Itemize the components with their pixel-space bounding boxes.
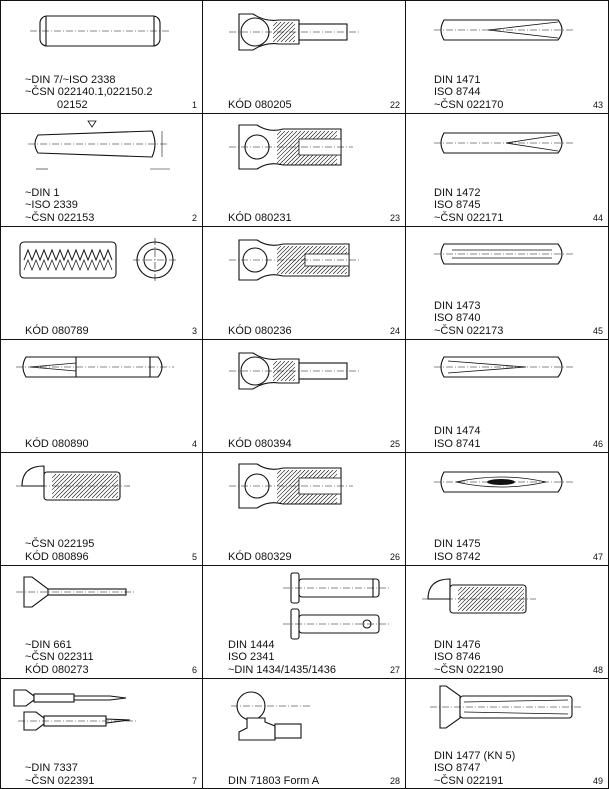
standard-code: ~ČSN 022170 [434, 98, 504, 111]
ball-joint-pin-icon [203, 339, 406, 452]
standard-code: ~ČSN 022171 [434, 211, 504, 224]
standard-code: ~ČSN 022311 [25, 651, 94, 663]
part-number: 6 [191, 665, 197, 675]
part-standards-label [25, 325, 89, 338]
standard-code: ~ČSN 022140.1,022150.2 [25, 86, 153, 98]
standard-code: KÓD 080896 [25, 550, 89, 563]
standard-code: ~DIN 661 [25, 638, 72, 651]
part-standards-label [228, 639, 336, 677]
part-cell-3 [0, 226, 203, 339]
standard-code: ISO 8742 [434, 550, 481, 563]
part-number: 45 [592, 326, 603, 336]
part-standards-label [228, 438, 292, 451]
part-standards-label [228, 99, 292, 112]
standard-code: ~ISO 2339 [25, 199, 78, 211]
standard-code: KÓD 080890 [25, 437, 89, 450]
standard-code: 02152 [57, 98, 88, 111]
ball-stud-icon [203, 678, 406, 789]
standard-code: ~ČSN 022153 [25, 211, 95, 224]
part-number: 48 [592, 665, 603, 675]
part-standards-label [25, 438, 89, 451]
standard-code: DIN 1475 [434, 538, 481, 550]
standard-code: ISO 8746 [434, 651, 481, 663]
part-number: 25 [389, 439, 400, 449]
standard-code: ISO 8740 [434, 312, 481, 324]
standard-code: DIN 1471 [434, 73, 481, 86]
standard-code: KÓD 080231 [228, 211, 292, 224]
part-cell-43 [406, 0, 609, 113]
part-standards-label [228, 551, 292, 564]
standard-code: ~DIN 1434/1435/1436 [228, 663, 336, 676]
spiral-spring-pin-icon [0, 226, 203, 339]
part-number: 3 [191, 326, 197, 336]
standard-code: KÓD 080205 [228, 98, 292, 111]
part-cell-24 [203, 226, 406, 339]
part-cell-26 [203, 452, 406, 565]
part-number: 5 [191, 552, 197, 562]
part-number: 27 [389, 665, 400, 675]
standard-code: ~DIN 1 [25, 186, 60, 199]
part-cell-1 [0, 0, 203, 113]
part-number: 47 [592, 552, 603, 562]
standard-code: ~DIN 7337 [25, 762, 78, 774]
part-cell-45 [406, 226, 609, 339]
part-cell-28 [203, 678, 406, 789]
part-number: 7 [191, 776, 197, 786]
part-standards-label [434, 750, 515, 788]
part-standards-label [25, 762, 94, 787]
ball-socket-threaded-icon [203, 452, 406, 565]
ball-socket-sleeve-icon [203, 226, 406, 339]
standard-code: DIN 1474 [434, 425, 481, 437]
standard-code: ISO 8747 [434, 762, 481, 774]
part-cell-48 [406, 565, 609, 678]
standard-code: ~ČSN 022191 [434, 774, 504, 787]
part-cell-4 [0, 339, 203, 452]
part-cell-27 [203, 565, 406, 678]
part-standards-label [434, 538, 480, 563]
part-cell-5 [0, 452, 203, 565]
part-cell-47 [406, 452, 609, 565]
standard-code: ~ČSN 022173 [434, 324, 504, 337]
part-standards-label [25, 538, 94, 563]
part-cell-23 [203, 113, 406, 226]
part-number: 44 [592, 213, 603, 223]
standard-code: DIN 71803 Form A [228, 774, 320, 787]
standard-code: DIN 1477 (KN 5) [434, 749, 516, 762]
part-cell-49 [406, 678, 609, 789]
standard-code: KÓD 080329 [228, 550, 292, 563]
standard-code: ~ČSN 022195 [25, 538, 95, 550]
standard-code: DIN 1473 [434, 299, 481, 312]
part-standards-label [228, 775, 319, 788]
standard-code: ~ČSN 022391 [25, 774, 95, 787]
part-cell-2 [0, 113, 203, 226]
standard-code: DIN 1444 [228, 638, 275, 651]
part-number: 1 [191, 100, 197, 110]
standard-code: KÓD 080236 [228, 324, 292, 337]
part-standards-label [25, 187, 94, 225]
standard-code: ISO 8744 [434, 86, 481, 98]
part-cell-46 [406, 339, 609, 452]
part-number: 43 [592, 100, 603, 110]
part-number: 22 [389, 100, 400, 110]
part-number: 46 [592, 439, 603, 449]
part-cell-22 [203, 0, 406, 113]
part-standards-label [434, 187, 503, 225]
part-standards-label [434, 639, 503, 677]
part-number: 28 [389, 776, 400, 786]
part-cell-6 [0, 565, 203, 678]
part-number: 4 [191, 439, 197, 449]
standard-code: ~DIN 7/~ISO 2338 [25, 73, 116, 86]
standard-code: KÓD 080394 [228, 437, 292, 450]
part-standards-label [228, 212, 292, 225]
part-cell-25 [203, 339, 406, 452]
standard-code: DIN 1472 [434, 186, 481, 199]
ball-socket-threaded-icon [203, 113, 406, 226]
part-number: 24 [389, 326, 400, 336]
part-number: 23 [389, 213, 400, 223]
standard-code: DIN 1476 [434, 638, 481, 651]
part-standards-label [434, 425, 480, 450]
standard-code: ISO 8741 [434, 437, 481, 450]
part-standards-label [434, 300, 503, 338]
part-number: 2 [191, 213, 197, 223]
standard-code: ~ČSN 022190 [434, 663, 504, 676]
part-standards-label [25, 639, 94, 677]
standard-code: KÓD 080789 [25, 324, 89, 337]
standard-code: KÓD 080273 [25, 663, 89, 676]
standard-code: ISO 2341 [228, 651, 275, 663]
part-standards-label [25, 74, 153, 112]
part-standards-label [434, 74, 503, 112]
standard-code: ISO 8745 [434, 199, 481, 211]
ball-joint-pin-icon [203, 0, 406, 113]
part-standards-label [228, 325, 292, 338]
part-cell-7 [0, 678, 203, 789]
part-cell-44 [406, 113, 609, 226]
part-number: 49 [592, 776, 603, 786]
part-number: 26 [389, 552, 400, 562]
grooved-pin-icon [0, 339, 203, 452]
